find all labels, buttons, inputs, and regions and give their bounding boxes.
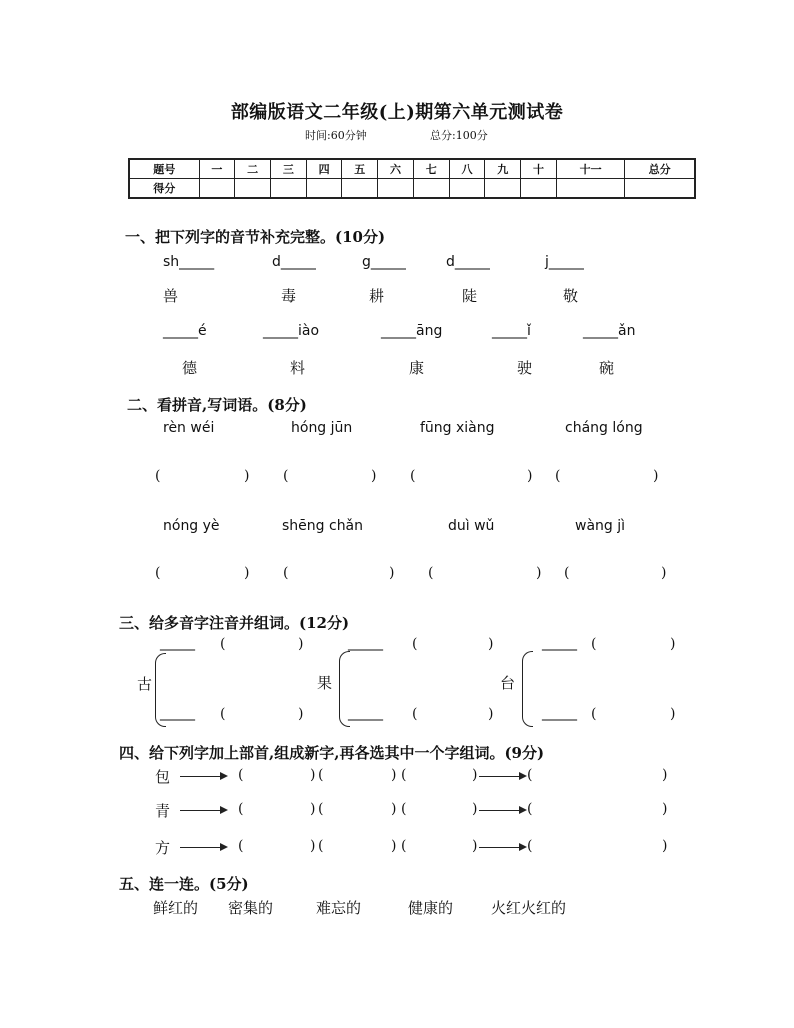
- score-header-cell: 十: [521, 159, 557, 179]
- q1-pinyin-blank[interactable]: sh_____: [163, 254, 215, 270]
- q1-heading: 一、把下列字的音节补充完整。(10分): [125, 228, 386, 246]
- q2-answer-paren-open: (: [410, 468, 416, 484]
- score-header-cell: 题号: [129, 159, 199, 179]
- q4-paren-open: (: [318, 801, 324, 817]
- q2-answer-paren-close: ): [389, 565, 395, 581]
- q1-char: 敬: [563, 287, 579, 305]
- score-header-cell: 二: [235, 159, 271, 179]
- q3-paren-close: ): [670, 706, 676, 722]
- score-cell[interactable]: [413, 179, 449, 199]
- q4-paren-close: ): [310, 767, 316, 783]
- q3-char: 果: [317, 674, 333, 692]
- q2-pinyin: cháng lóng: [565, 420, 643, 436]
- score-header-cell: 五: [342, 159, 378, 179]
- q4-paren-close: ): [391, 838, 397, 854]
- score-header-cell: 八: [449, 159, 485, 179]
- score-cell[interactable]: [270, 179, 306, 199]
- q4-paren-close: ): [310, 838, 316, 854]
- q2-pinyin: fūng xiàng: [420, 420, 495, 436]
- q2-answer-paren-close: ): [536, 565, 542, 581]
- q3-blank[interactable]: _____: [348, 635, 383, 651]
- score-cell[interactable]: [306, 179, 342, 199]
- q2-pinyin: shēng chǎn: [282, 518, 364, 534]
- score-cell[interactable]: [378, 179, 414, 199]
- score-cell[interactable]: [235, 179, 271, 199]
- score-cell[interactable]: [521, 179, 557, 199]
- page-title: 部编版语文二年级(上)期第六单元测试卷: [230, 102, 564, 123]
- q4-paren-close: ): [662, 767, 668, 783]
- q1-char: 康: [409, 359, 425, 377]
- q2-answer-paren-open: (: [564, 565, 570, 581]
- q1-pinyin-blank[interactable]: g_____: [362, 254, 406, 270]
- q1-pinyin-blank[interactable]: d_____: [272, 254, 316, 270]
- arrow-right-icon: [479, 810, 525, 811]
- q3-paren-close: ): [298, 706, 304, 722]
- q3-blank[interactable]: _____: [542, 705, 577, 721]
- q1-char: 陡: [462, 287, 478, 305]
- q1-pinyin-blank[interactable]: _____āng: [381, 323, 443, 339]
- q1-char: 耕: [369, 287, 385, 305]
- arrow-right-icon: [180, 810, 226, 811]
- q4-paren-close: ): [391, 767, 397, 783]
- q3-blank[interactable]: _____: [542, 635, 577, 651]
- score-cell[interactable]: [485, 179, 521, 199]
- q4-paren-close: ): [662, 838, 668, 854]
- score-cell[interactable]: [556, 179, 625, 199]
- q2-answer-paren-close: ): [371, 468, 377, 484]
- q1-char: 碗: [599, 359, 615, 377]
- score-header-cell: 九: [485, 159, 521, 179]
- q3-heading: 三、给多音字注音并组词。(12分): [119, 614, 350, 632]
- q2-pinyin: wàng jì: [575, 518, 626, 534]
- score-table-header-row: [129, 159, 695, 179]
- score-cell[interactable]: [449, 179, 485, 199]
- q2-answer-paren-close: ): [244, 565, 250, 581]
- score-cell[interactable]: [199, 179, 235, 199]
- q5-word[interactable]: 难忘的: [316, 899, 362, 917]
- arrow-right-icon: [479, 847, 525, 848]
- q4-paren-close: ): [310, 801, 316, 817]
- q1-pinyin-blank[interactable]: _____iào: [263, 323, 320, 339]
- q2-answer-paren-open: (: [283, 565, 289, 581]
- q2-answer-paren-close: ): [244, 468, 250, 484]
- score-header-cell: 七: [413, 159, 449, 179]
- score-header-cell: 三: [270, 159, 306, 179]
- q3-paren-open: (: [591, 636, 597, 652]
- score-table: [128, 158, 696, 199]
- q3-blank[interactable]: _____: [160, 635, 195, 651]
- exam-time: 时间:60分钟: [305, 129, 367, 142]
- q4-paren-open: (: [527, 838, 533, 854]
- q3-paren-open: (: [220, 706, 226, 722]
- score-header-cell: 一: [199, 159, 235, 179]
- q4-paren-open: (: [401, 767, 407, 783]
- exam-total-score: 总分:100分: [430, 129, 488, 142]
- q1-pinyin-blank[interactable]: _____ǐ: [492, 323, 531, 339]
- q3-paren-open: (: [412, 636, 418, 652]
- q4-char: 青: [155, 802, 171, 820]
- q4-paren-close: ): [472, 767, 478, 783]
- q4-paren-open: (: [527, 767, 533, 783]
- arrow-right-icon: [180, 847, 226, 848]
- q2-answer-paren-open: (: [155, 565, 161, 581]
- score-table-score-row: [129, 179, 695, 199]
- q3-blank[interactable]: _____: [160, 705, 195, 721]
- q5-word[interactable]: 健康的: [408, 899, 454, 917]
- q3-paren-close: ): [670, 636, 676, 652]
- score-cell[interactable]: [342, 179, 378, 199]
- q2-answer-paren-close: ): [653, 468, 659, 484]
- q3-paren-open: (: [412, 706, 418, 722]
- q2-heading: 二、看拼音,写词语。(8分): [127, 396, 307, 414]
- q5-word[interactable]: 密集的: [228, 899, 274, 917]
- q1-char: 驶: [517, 359, 533, 377]
- q1-char: 兽: [163, 287, 179, 305]
- q3-char: 台: [500, 674, 516, 692]
- q2-answer-paren-open: (: [428, 565, 434, 581]
- q4-paren-close: ): [472, 838, 478, 854]
- q4-paren-open: (: [401, 838, 407, 854]
- q3-paren-close: ): [298, 636, 304, 652]
- q5-word[interactable]: 火红火红的: [491, 899, 567, 917]
- q3-paren-open: (: [591, 706, 597, 722]
- q2-pinyin: duì wǔ: [448, 518, 495, 534]
- arrow-right-icon: [479, 776, 525, 777]
- q4-paren-open: (: [318, 767, 324, 783]
- q4-paren-open: (: [238, 801, 244, 817]
- q4-paren-close: ): [472, 801, 478, 817]
- q5-heading: 五、连一连。(5分): [119, 875, 249, 893]
- q4-paren-close: ): [391, 801, 397, 817]
- q3-bracket: [522, 651, 533, 727]
- q2-answer-paren-open: (: [555, 468, 561, 484]
- q2-pinyin: nóng yè: [163, 518, 220, 534]
- q2-answer-paren-close: ): [661, 565, 667, 581]
- score-header-cell: 十一: [556, 159, 625, 179]
- q3-paren-open: (: [220, 636, 226, 652]
- score-header-cell: 四: [306, 159, 342, 179]
- q1-char: 料: [290, 359, 306, 377]
- q4-char: 包: [155, 768, 171, 786]
- q2-pinyin: hóng jūn: [291, 420, 353, 436]
- q4-paren-open: (: [527, 801, 533, 817]
- score-header-cell: 六: [378, 159, 414, 179]
- q4-char: 方: [155, 839, 171, 857]
- q3-blank[interactable]: _____: [348, 705, 383, 721]
- q4-paren-open: (: [401, 801, 407, 817]
- q1-pinyin-blank[interactable]: d_____: [446, 254, 490, 270]
- q4-paren-open: (: [238, 838, 244, 854]
- q4-paren-open: (: [238, 767, 244, 783]
- q2-answer-paren-close: ): [527, 468, 533, 484]
- q1-char: 德: [182, 359, 198, 377]
- q4-paren-close: ): [662, 801, 668, 817]
- q2-answer-paren-open: (: [283, 468, 289, 484]
- q3-char: 古: [137, 675, 153, 693]
- q2-pinyin: rèn wéi: [163, 420, 215, 436]
- arrow-right-icon: [180, 776, 226, 777]
- q3-paren-close: ): [488, 706, 494, 722]
- q5-word[interactable]: 鲜红的: [153, 899, 199, 917]
- q2-answer-paren-open: (: [155, 468, 161, 484]
- q1-pinyin-blank[interactable]: _____ǎn: [583, 323, 636, 339]
- score-row-label: 得分: [129, 179, 199, 199]
- score-cell[interactable]: [625, 179, 695, 199]
- score-header-cell: 总分: [625, 159, 695, 179]
- q1-pinyin-blank[interactable]: j_____: [545, 254, 584, 270]
- q4-paren-open: (: [318, 838, 324, 854]
- q4-heading: 四、给下列字加上部首,组成新字,再各选其中一个字组词。(9分): [119, 744, 545, 762]
- q1-char: 毒: [281, 287, 297, 305]
- q3-paren-close: ): [488, 636, 494, 652]
- q1-pinyin-blank[interactable]: _____é: [163, 323, 207, 339]
